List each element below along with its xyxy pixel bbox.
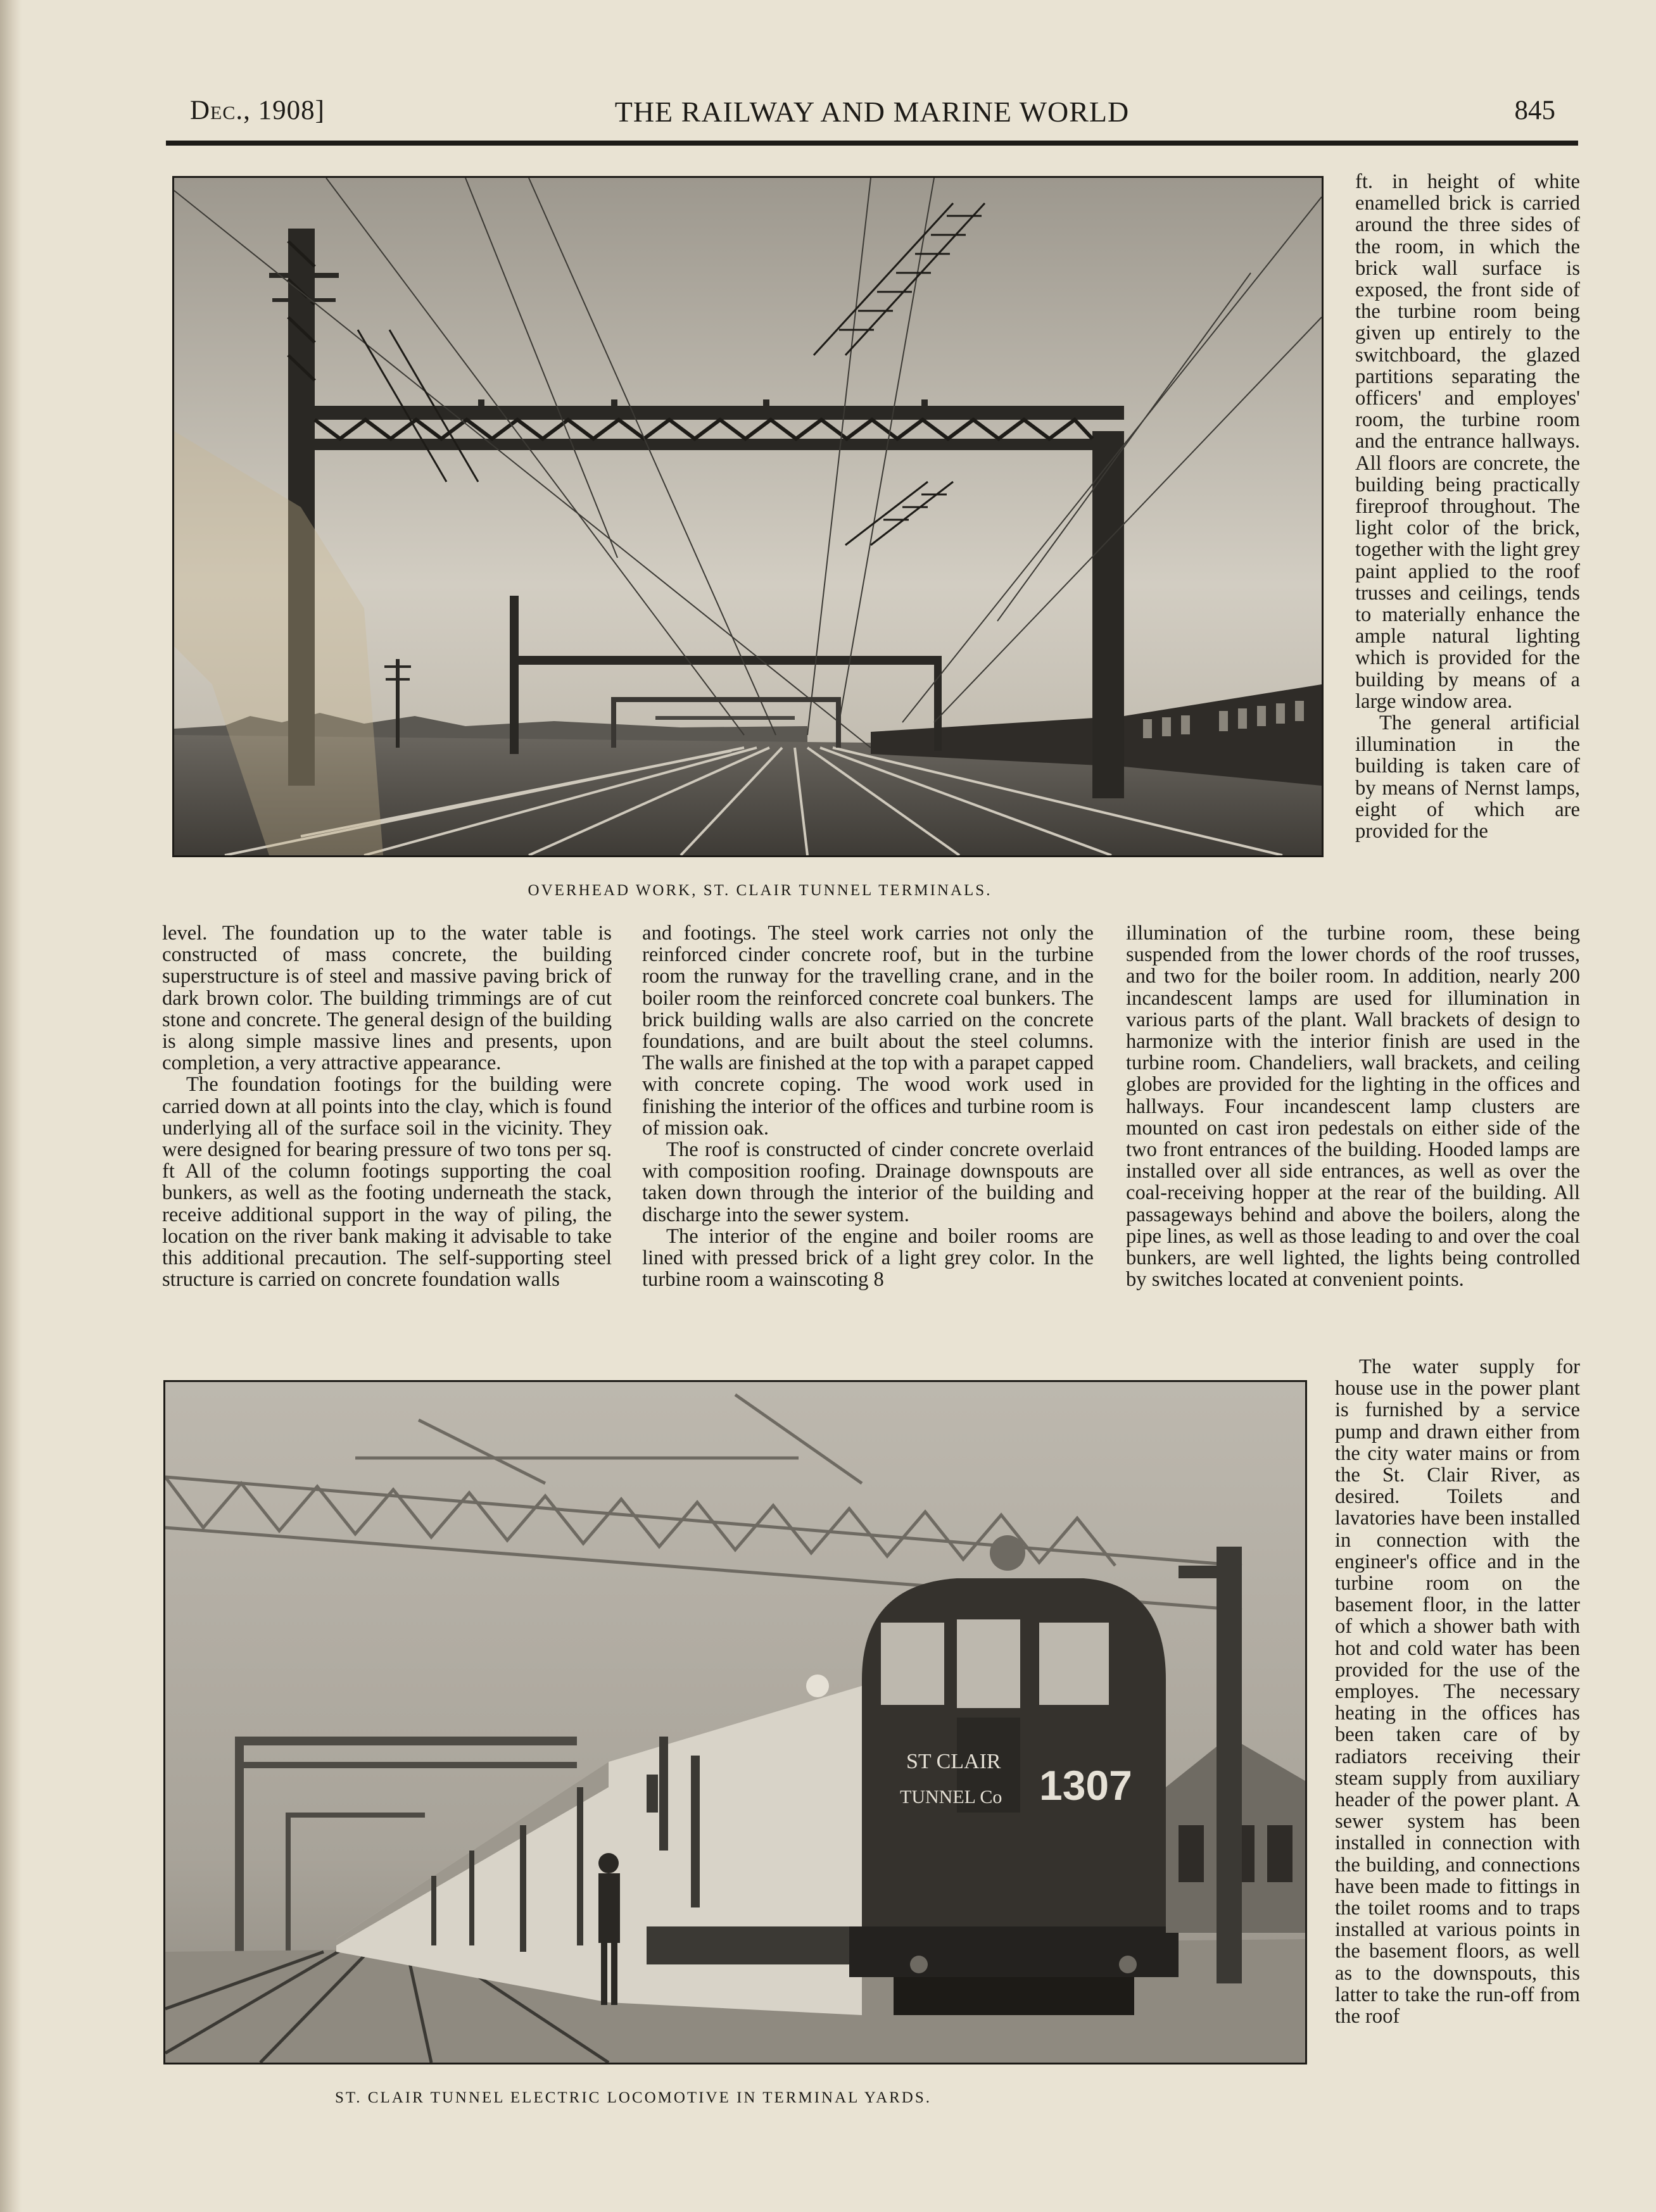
paragraph: illumination of the turbine room, these being suspended from the lower chords of the roof trusses, and two for the boiler room. In addition, nearly 200 incandescent lamps are used for illumination in various parts of the plant. Wall brackets of design to harmonize with the interior finish are used in the turbine room. Chandeliers, wall brackets, and ceiling globes are provided for the lighting in the offices and hallways. Four incandescent lamp clusters are mounted on cast iron pedestals on either side of the two front entrances of the building. Hooded lamps are installed over all side entrances, as well as over the coal-receiving hopper at the rear of the building. All passageways behind and above the boilers, along the pipe lines, as well as those leading to and over the coal bunkers, are well lighted, the lights being controlled by switches located at convenient points. [1126,922,1580,1291]
loco-name-line2: TUNNEL Co [900,1787,1002,1807]
paragraph: The foundation footings for the building were carried down at all points into the clay, which is found underlying all of the surface soil in the vicinity. They were designed for bearing pressure of two tons per sq. ft All of the column footings supporting the coal bunkers, as well as the footing underneath the stack, receive additional support in the way of piling, the location on the river bank making it advisable to take this additional precaution. The self-supporting steel structure is carried on concrete foundation walls [162,1073,612,1291]
locomotive-photo [163,1380,1307,2064]
paragraph: and footings. The steel work carries not only the reinforced cinder concrete roof, but in the turbine room the runway for the travelling crane, and in the boiler room the reinforced concrete coal bunkers. The brick building walls are also carried on the concrete foundations, and are built about the steel columns. The walls are finished at the top with a parapet capped with concrete coping. The wood work used in finishing the interior of the offices and turbine room is of mission oak. [642,922,1094,1140]
bottom-photo-caption: ST. CLAIR TUNNEL ELECTRIC LOCOMOTIVE IN TERMINAL YARDS. [334,2089,932,2106]
text-column-1 [162,922,612,1290]
overhead-work-photo [172,176,1324,857]
paragraph: The water supply for house use in the power plant is furnished by a service pump and drawn either from the city water mains or from the St. Clair River, as desired. Toilets and lavatories have been installed in connection with the engineer's office and in the turbine room on the basement floor, in the latter of which a shower bath with hot and cold water has been provided for the use of the employes. The necessary heating in the offices has been taken care of by radiators receiving their steam supply from auxiliary header of the power plant. A sewer system has been installed in connection with the building, and connections have been made to fittings in the toilet rooms and to traps installed at various points in the basement floors, as well as to the downspouts, this latter to take the run-off from the roof [1335,1355,1580,2028]
page-number: 845 [1514,96,1555,125]
header-date: Dec., 1908] [190,96,325,125]
running-header [166,95,1578,133]
paragraph: level. The foundation up to the water table is constructed of mass concrete, the building superstructure is of steel and massive paving brick of dark brown color. The building trimmings are of cut stone and concrete. The general design of the building is along simple massive lines and presents, upon completion, a very attractive appearance. [162,922,612,1075]
loco-number: 1307 [1039,1762,1132,1809]
paragraph: The general artificial illumination in the building is taken care of by means of Nernst lamps, eight of which are provided for the [1355,712,1580,843]
paragraph: The roof is constructed of cinder concrete overlaid with composition roofing. Drainage downspouts are taken down through the interior of the building and discharge into the sewer system. [642,1138,1094,1226]
text-right-top [1355,171,1580,842]
page-binding-edge [0,0,22,2212]
header-rule [166,141,1578,146]
paragraph: ft. in height of white enamelled brick is carried around the three sides of the room, in which the brick wall surface is exposed, the front side of the turbine room being given up entirely to the switchboard, the glazed partitions separating the officers' and employes' room, the turbine room and the entrance hallways. All floors are concrete, the building being practically fireproof throughout. The light color of the brick, together with the light grey paint applied to the roof trusses and ceilings, tends to materially enhance the ample natural lighting which is provided for the building by means of a large window area. [1355,170,1580,713]
top-photo-caption: OVERHEAD WORK, ST. CLAIR TUNNEL TERMINALS. [528,882,992,899]
text-column-2 [642,922,1094,1290]
loco-name-line1: ST CLAIR [906,1750,1001,1773]
journal-title: THE RAILWAY AND MARINE WORLD [614,96,1130,128]
text-right-bottom [1335,1356,1580,2027]
text-column-3 [1126,922,1580,1290]
paragraph: The interior of the engine and boiler rooms are lined with pressed brick of a light grey color. In the turbine room a wainscoting 8 [642,1224,1094,1291]
